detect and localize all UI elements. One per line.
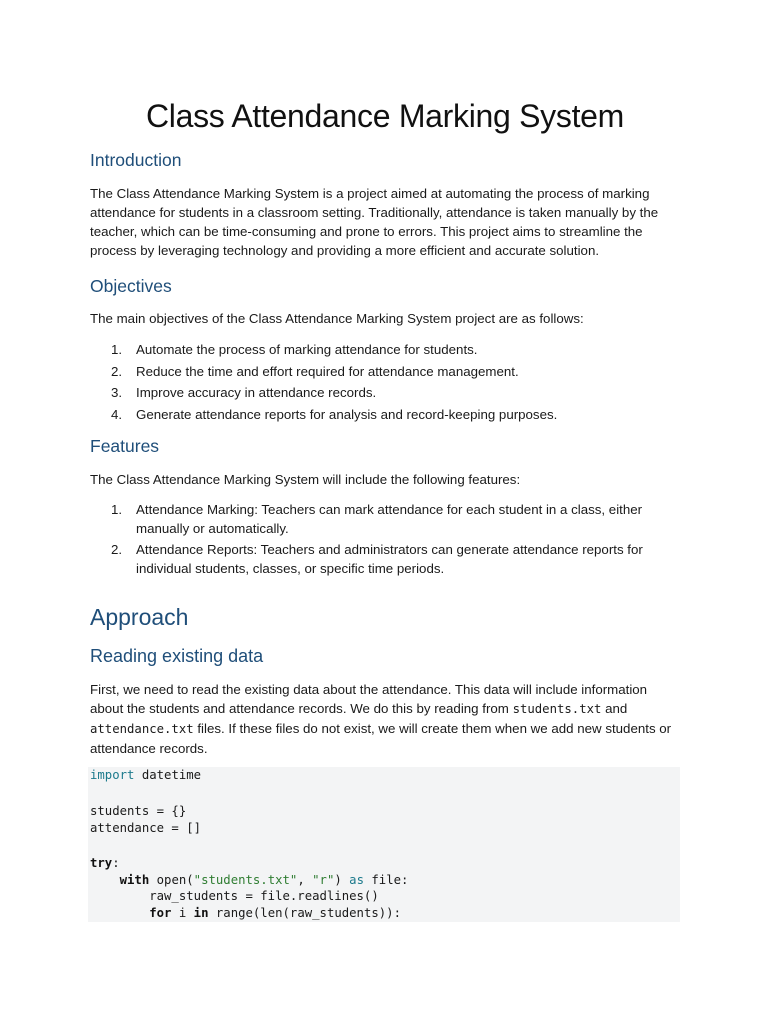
list-item: [90, 383, 680, 402]
approach-heading: Approach: [90, 604, 189, 630]
code-string: "students.txt": [193, 873, 298, 887]
code-text: range(len(raw_students)):: [208, 906, 401, 920]
code-text: ,: [297, 873, 313, 887]
code-line: [90, 872, 408, 889]
code-text: datetime: [134, 768, 202, 782]
list-item-number: 1.: [111, 342, 123, 357]
list-item: [90, 405, 680, 424]
code-text: attendance = []: [90, 821, 202, 835]
reading-data-subheading: Reading existing data: [90, 646, 264, 666]
code-text: students = {}: [90, 804, 187, 818]
code-keyword: as: [349, 873, 364, 887]
code-keyword: try: [90, 856, 113, 870]
list-item-text: Attendance Marking: Teachers can mark attendance for each student in a class, either manually or automatically.: [136, 502, 643, 536]
code-keyword: for: [149, 906, 172, 920]
approach-text-2: and: [601, 701, 628, 716]
code-text: file:: [363, 873, 409, 887]
list-item-number: 4.: [111, 406, 123, 422]
code-block: [88, 767, 680, 922]
list-item: [90, 340, 680, 359]
code-text: i: [171, 906, 194, 920]
list-item: [90, 362, 680, 381]
inline-code-attendance-file: attendance.txt: [90, 722, 194, 736]
code-line: [90, 767, 201, 784]
objectives-heading: Objectives: [90, 276, 172, 296]
list-item-text: Improve accuracy in attendance records.: [136, 385, 377, 400]
objectives-intro: The main objectives of the Class Attendance Marking System project are as follows:: [90, 311, 584, 326]
list-item-text: Generate attendance reports for analysis and record-keeping purposes.: [136, 406, 558, 422]
approach-text-3: files. If these files do not exist, we will create them when we add new students or attendance records.: [90, 721, 672, 756]
features-heading: Features: [90, 436, 160, 456]
code-text: open(: [149, 873, 194, 887]
objectives-list: [90, 340, 680, 424]
code-indent: [90, 906, 149, 920]
list-item: [90, 500, 680, 538]
list-item-text: Attendance Reports: Teachers and administrators can generate attendance reports for individual students, classes, or specific time periods.: [136, 542, 643, 576]
code-text: ): [334, 873, 350, 887]
features-intro: The Class Attendance Marking System will include the following features:: [90, 472, 521, 487]
code-line: [90, 820, 201, 837]
introduction-heading: Introduction: [90, 150, 182, 170]
code-line: [90, 888, 379, 905]
code-text: raw_students = file.readlines(): [90, 889, 379, 903]
inline-code-students-file: students.txt: [512, 702, 602, 716]
list-item-number: 1.: [111, 502, 123, 517]
code-line: [90, 803, 186, 820]
code-keyword: import: [90, 768, 135, 782]
list-item-number: 2.: [111, 542, 123, 557]
code-keyword: with: [119, 873, 150, 887]
list-item-text: Reduce the time and effort required for attendance management.: [136, 363, 519, 379]
introduction-paragraph: The Class Attendance Marking System is a project aimed at automating the process of marking attendance for students in a classroom setting. Traditionally, attendance is taken manually by the teacher, which can be time-consuming and prone to errors. This project aims to streamline the process by leveraging technology and providing a more efficient and accurate solution.: [90, 186, 659, 258]
page-title: Class Attendance Marking System: [145, 98, 625, 134]
code-line: [90, 855, 120, 872]
code-indent: [90, 873, 120, 887]
list-item-number: 2.: [111, 363, 123, 379]
approach-text-1: First, we need to read the existing data about the attendance. This data will include information about the students and attendance records. We do this by reading from: [90, 682, 648, 716]
code-keyword: in: [193, 906, 209, 920]
code-line: [90, 905, 401, 922]
approach-paragraph: [90, 680, 680, 758]
list-item: [90, 540, 680, 578]
list-item-text: Automate the process of marking attendance for students.: [136, 342, 478, 357]
list-item-number: 3.: [111, 385, 123, 400]
code-string: "r": [312, 873, 335, 887]
features-list: [90, 500, 680, 578]
code-text: :: [112, 856, 120, 870]
